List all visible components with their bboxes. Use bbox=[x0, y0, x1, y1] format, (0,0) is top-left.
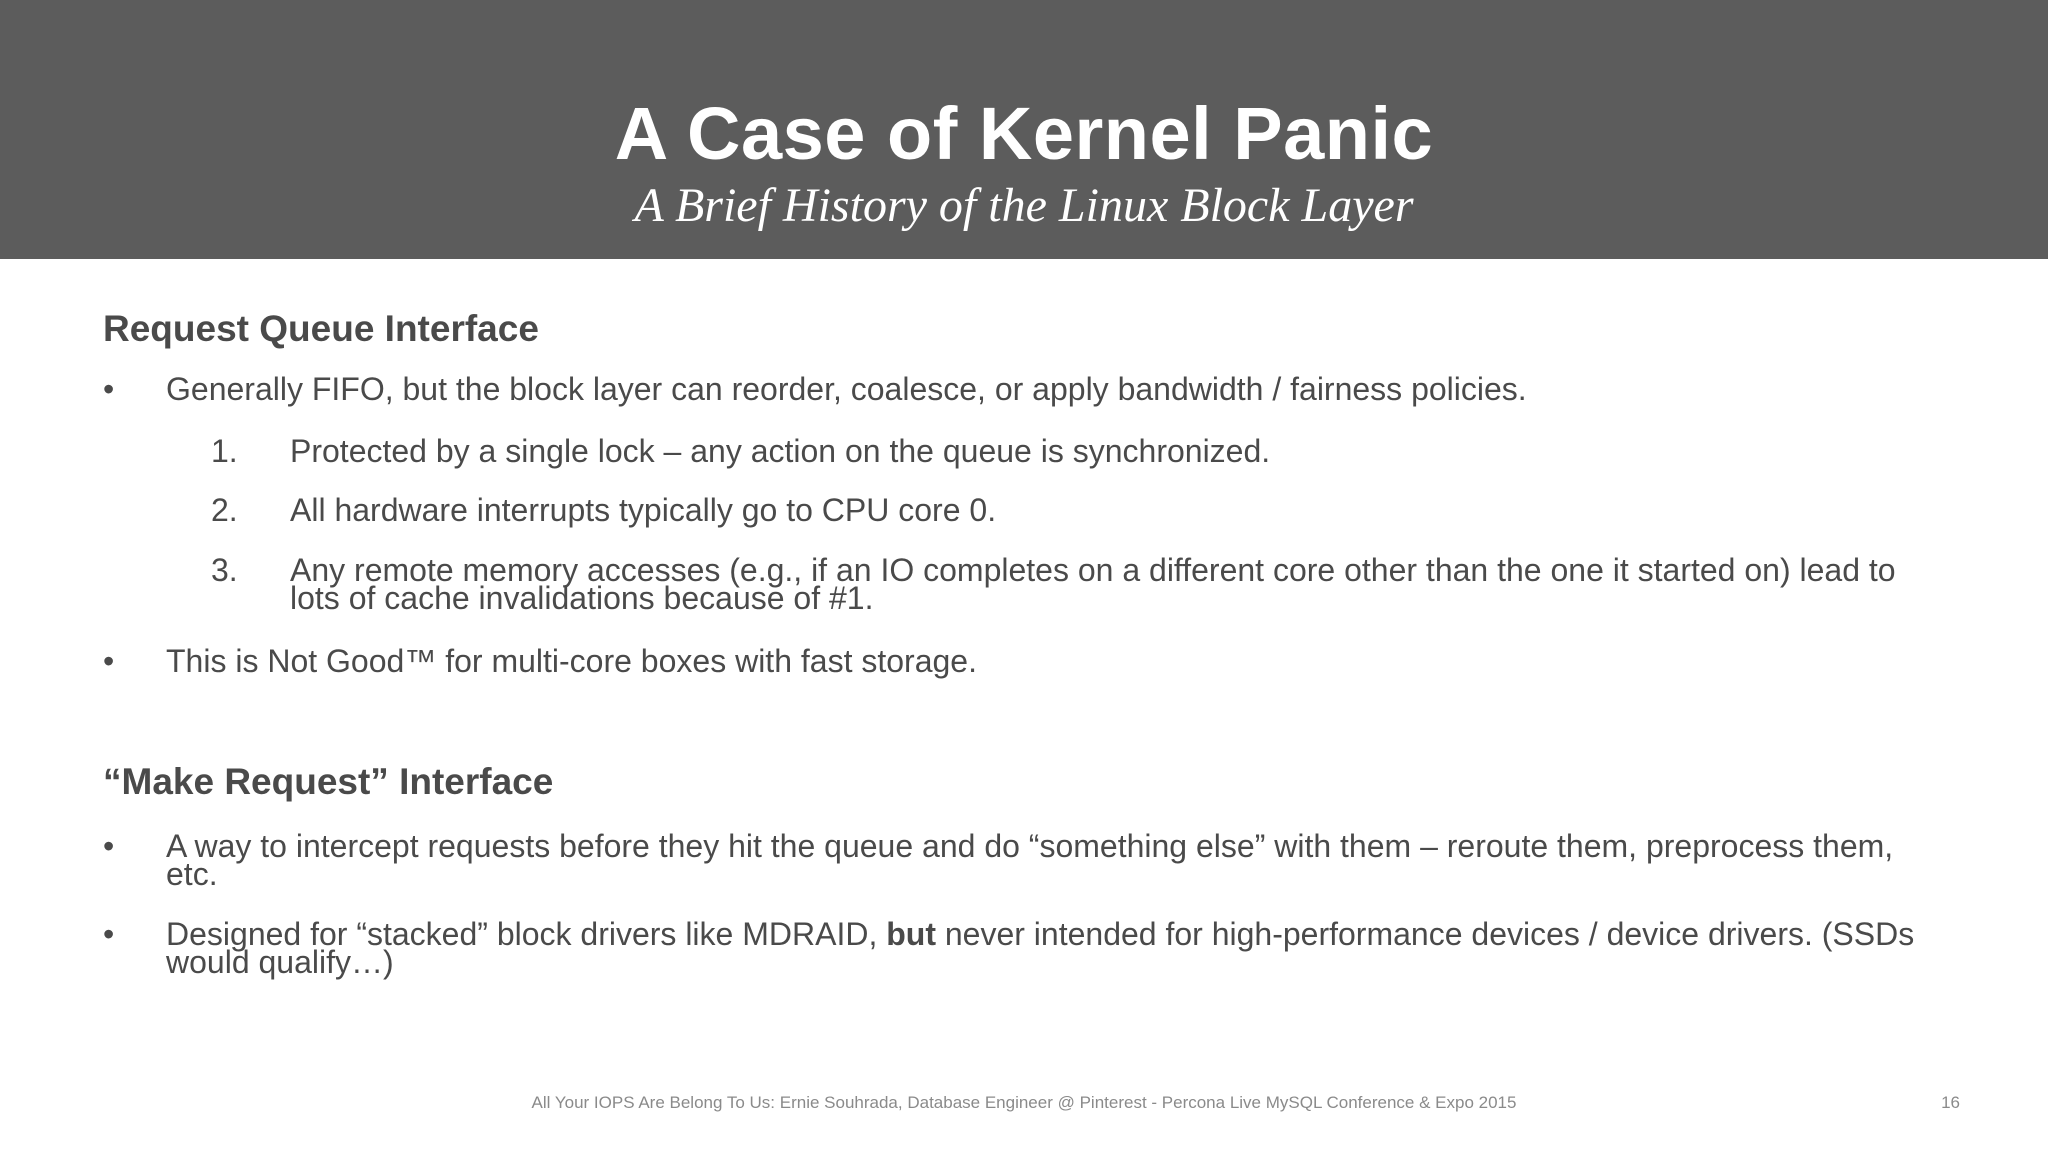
bullet-text: This is Not Good™ for multi-core boxes with fast storage. bbox=[166, 643, 977, 679]
bullet-text-pre: Designed for “stacked” block drivers like MDRAID, bbox=[166, 916, 887, 952]
item-text: All hardware interrupts typically go to CPU core 0. bbox=[290, 492, 997, 528]
bullet-text: Generally FIFO, but the block layer can reorder, coalesce, or apply bandwidth / fairness policies. bbox=[166, 371, 1527, 407]
page-number: 16 bbox=[1941, 1093, 1960, 1112]
item-text: Any remote memory accesses (e.g., if an IO completes on a different core other than the one it started on) lead to lots of cache invalidations because of #1. bbox=[290, 552, 1896, 616]
item-number: 3. bbox=[211, 552, 238, 588]
item-text: Protected by a single lock – any action on the queue is synchronized. bbox=[290, 433, 1271, 469]
bullet-marker: • bbox=[103, 828, 115, 864]
bullet-marker: • bbox=[103, 916, 115, 952]
item-number: 1. bbox=[211, 433, 238, 469]
item-number: 2. bbox=[211, 492, 238, 528]
bullet-marker: • bbox=[103, 643, 115, 679]
bullet-text-post: never intended for high-performance devices / device drivers. (SSDs would qualify…) bbox=[166, 916, 1915, 980]
slide-subtitle: A Brief History of the Linux Block Layer bbox=[634, 179, 1414, 232]
bullet-text: A way to intercept requests before they hit the queue and do “something else” with them – reroute them, preprocess them, etc. bbox=[166, 828, 1894, 892]
section-heading-request-queue: Request Queue Interface bbox=[103, 308, 539, 349]
section-heading-make-request: “Make Request” Interface bbox=[103, 761, 554, 802]
title-banner bbox=[0, 0, 2048, 259]
slide-title: A Case of Kernel Panic bbox=[614, 92, 1434, 175]
bullet-text bbox=[166, 916, 1926, 980]
bullet-text-emphasis: but bbox=[886, 916, 936, 952]
bullet-marker: • bbox=[103, 371, 115, 407]
footer-text: All Your IOPS Are Belong To Us: Ernie Souhrada, Database Engineer @ Pinterest - Percona Live MySQL Conference & Expo 2015 bbox=[531, 1093, 1517, 1112]
